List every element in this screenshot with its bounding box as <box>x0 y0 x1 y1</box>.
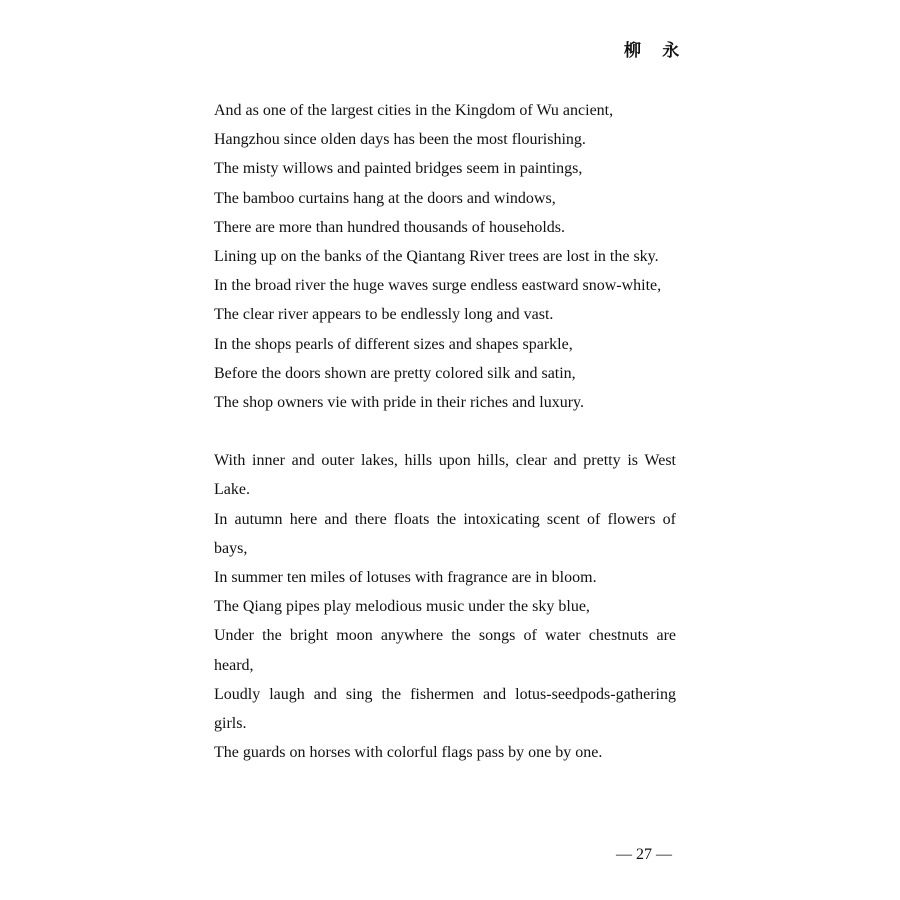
poem-line: In the broad river the huge waves surge endless eastward snow-white, <box>214 277 662 295</box>
poem-line: The misty willows and painted bridges seem in paintings, <box>214 160 583 178</box>
poem-body <box>214 96 676 767</box>
poem-line: In the shops pearls of different sizes and shapes sparkle, <box>214 335 573 353</box>
poem-line: And as one of the largest cities in the Kingdom of Wu ancient, <box>214 102 614 119</box>
poem-line: In summer ten miles of lotuses with fragrance are in bloom. <box>214 569 597 587</box>
poem-line: The guards on horses with colorful flags pass by one by one. <box>214 744 603 762</box>
poem-line: The shop owners vie with pride in their riches and luxury. <box>214 394 584 412</box>
poem-line: The bamboo curtains hang at the doors and windows, <box>214 189 556 207</box>
poem-line: Hangzhou since olden days has been the most flourishing. <box>214 131 586 149</box>
poem-line: The Qiang pipes play melodious music under the sky blue, <box>214 598 590 616</box>
stanza-1 <box>214 96 676 417</box>
poem-line: Lining up on the banks of the Qiantang River trees are lost in the sky. <box>214 248 659 266</box>
poem-line: In autumn here and there floats the intoxicating scent of flowers of bays, <box>214 510 676 557</box>
poem-line: Before the doors shown are pretty colored silk and satin, <box>214 364 576 382</box>
poem-line: There are more than hundred thousands of households. <box>214 218 566 236</box>
poem-line: With inner and outer lakes, hills upon hills, clear and pretty is West Lake. <box>214 452 676 499</box>
poem-line: Under the bright moon anywhere the songs of water chestnuts are heard, <box>214 627 676 674</box>
stanza-2 <box>214 446 676 767</box>
poem-line: Loudly laugh and sing the fishermen and lotus-seedpods-gathering girls. <box>214 685 676 733</box>
page-header-author: 柳 永 <box>624 41 688 60</box>
page-number: — 27 — <box>616 846 672 863</box>
poem-line: The clear river appears to be endlessly long and vast. <box>214 306 554 324</box>
